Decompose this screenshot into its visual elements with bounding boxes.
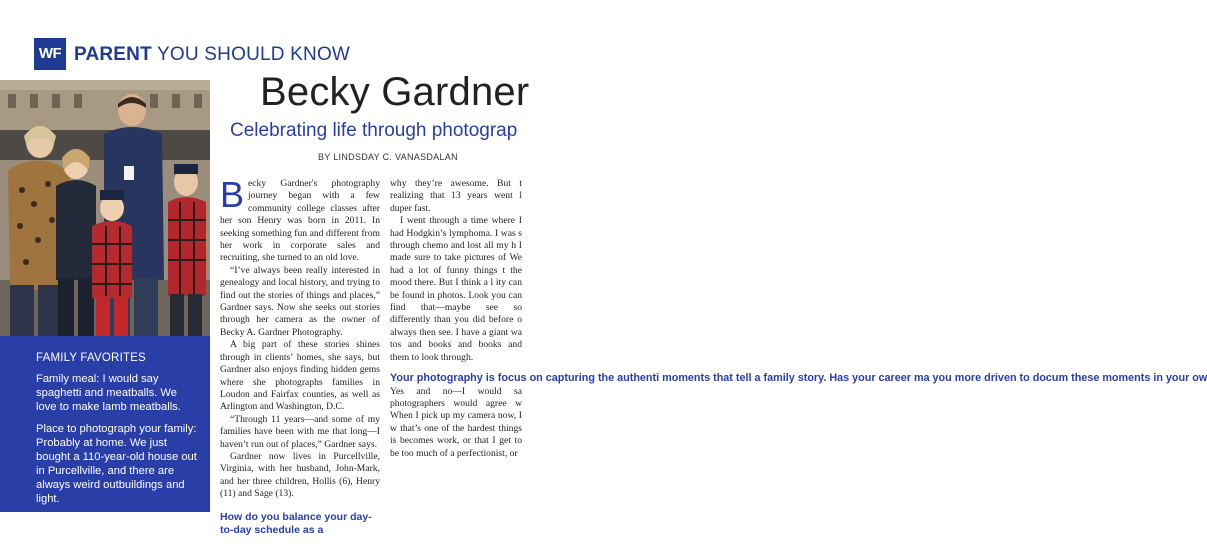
magazine-logo: WF: [34, 38, 66, 70]
section-title: [74, 44, 350, 66]
sidebar-item: Place to photograph your family: Probably at home. We just bought a 110-year-old house out in Purcellville, and there are always weird outbuildings and light.: [36, 423, 197, 505]
family-favorites-sidebar: [0, 336, 210, 555]
article-paragraph: “I’ve always been really interested in genealogy and local history, and trying to find out the stories of things and places,” Gardner says. Now she seeks out stories through her camera as the owner of Becky A. Gardner Photography.: [220, 264, 380, 338]
article-paragraph: Gardner now lives in Purcellville, Virginia, with her husband, John-Mark, and her three children, Hollis (6), Henry (11) and Sage (13).: [220, 450, 380, 500]
page-header: [0, 0, 512, 80]
article-column-1: [220, 174, 380, 536]
sidebar-heading: FAMILY FAVORITES: [36, 352, 146, 364]
section-title-light: YOU SHOULD KNOW: [151, 44, 351, 65]
sidebar-item: Family photo: We spent some time living abroad in England. My boys were a couple of years: [36, 515, 194, 555]
article-subtitle: Celebrating life through photograp: [230, 120, 518, 141]
section-title-bold: PARENT: [74, 44, 152, 65]
sidebar-item: Family meal: I would say spaghetti and meatballs. We love to make lamb meatballs.: [36, 373, 181, 413]
article-paragraph: Yes and no—I would sa photographers would agree w When I pick up my camera now, I w that’s one of the hardest things is becomes work, or that I get to be too much of a perfectionist, or: [390, 385, 522, 459]
article-paragraph: why they’re awesome. But t realizing that 13 years went l duper fast.: [390, 178, 522, 214]
article-paragraph: A big part of these stories shines through in clients’ homes, she says, but Gardner also enjoys finding hidden gems where she photographs families in Loudon and Fairfax counties, as well as Arlington and Washington, D.C.: [220, 339, 380, 413]
family-photo: [0, 80, 210, 336]
article-paragraph: [220, 174, 380, 265]
interview-question: Your photography is focus on capturing the authenti moments that tell a family story. Has your career ma you more driven to docum these moments in your ow: [390, 372, 1207, 385]
article-paragraph: I went through a time where I had Hodgkin’s lymphoma. I was s through chemo and lost all my h I made sure to take pictures of We had a lot of funny things t the mood there. But I think a l ity can be found in photos. Look you can find that—maybe see so differently than you did before o always then see. I have a giant wa tos and books and books and them to look through.: [390, 215, 522, 363]
article-title: Becky Gardner: [260, 70, 530, 114]
drop-cap: B: [220, 174, 245, 215]
article-paragraph: “Through 11 years—and some of my families have been with me that long—I haven’t run out of places,” Gardner says.: [220, 413, 380, 450]
article-column-2: [390, 178, 1207, 512]
article-byline: BY LINDSDAY C. VANASDALAN: [318, 152, 458, 162]
interview-question: How do you balance your day-to-day schedule as a: [220, 510, 372, 536]
paragraph-text: ecky Gardner's photography journey began with a few community college classes after her son Henry was born in 2011. In seeking something fun and different from her work in corporate sales and recruiting, she turned to an old love.: [220, 178, 380, 264]
